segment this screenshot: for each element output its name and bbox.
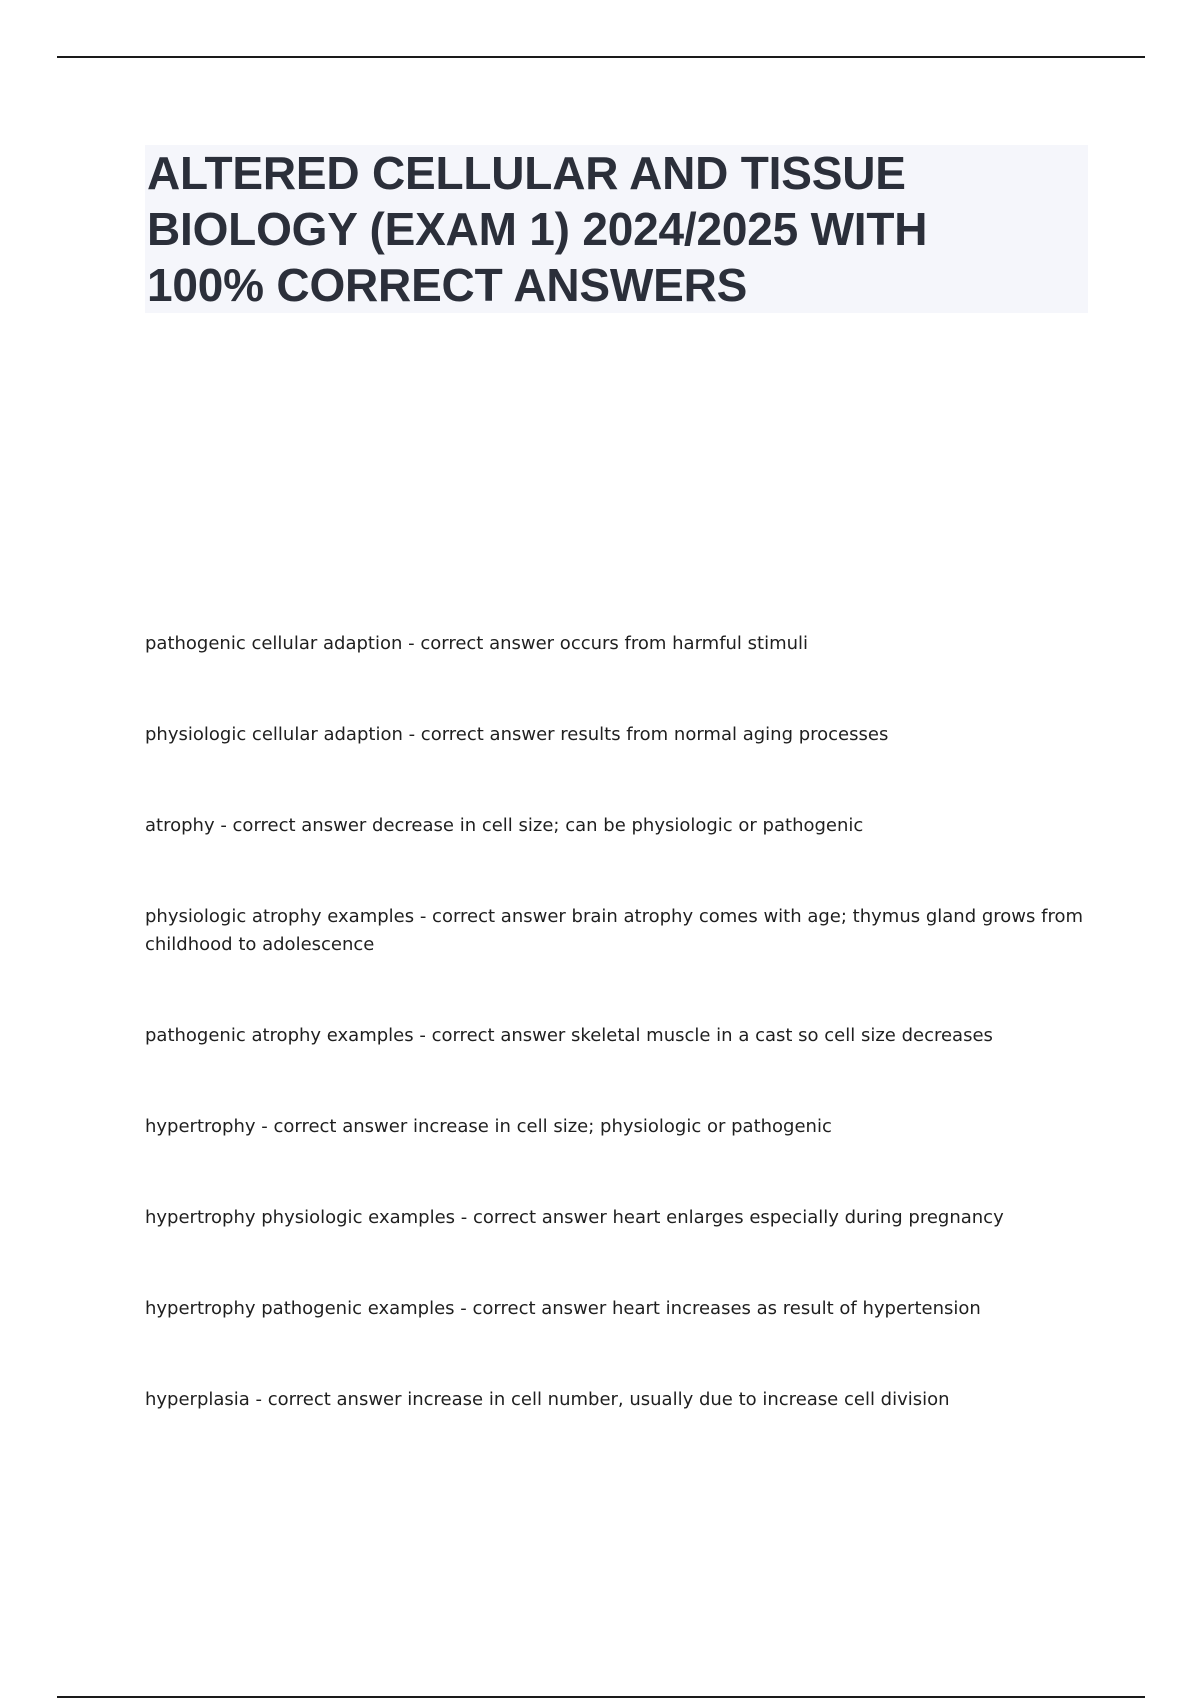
document-title — [147, 145, 1077, 313]
qa-item: hypertrophy - correct answer increase in cell size; physiologic or pathogenic — [145, 1116, 832, 1137]
qa-item: pathogenic atrophy examples - correct answer skeletal muscle in a cast so cell size decreases — [145, 1025, 993, 1046]
title-line: ALTERED CELLULAR AND TISSUE — [147, 147, 906, 199]
qa-item: physiologic cellular adaption - correct answer results from normal aging processes — [145, 724, 889, 745]
qa-item: physiologic atrophy examples - correct answer brain atrophy comes with age; thymus gland grows from childhood to adolescence — [145, 906, 1083, 955]
title-line: 100% CORRECT ANSWERS — [147, 259, 748, 311]
qa-item: pathogenic cellular adaption - correct answer occurs from harmful stimuli — [145, 633, 809, 654]
qa-item: hypertrophy physiologic examples - correct answer heart enlarges especially during pregnancy — [145, 1207, 1004, 1228]
qa-item: hyperplasia - correct answer increase in cell number, usually due to increase cell division — [145, 1389, 950, 1410]
qa-item: hypertrophy pathogenic examples - correct answer heart increases as result of hypertension — [145, 1298, 981, 1319]
qa-item: atrophy - correct answer decrease in cell size; can be physiologic or pathogenic — [145, 815, 864, 836]
top-rule — [57, 56, 1145, 58]
title-line: BIOLOGY (EXAM 1) 2024/2025 WITH — [147, 203, 928, 255]
bottom-rule — [57, 1696, 1145, 1698]
title-block — [145, 145, 1088, 313]
